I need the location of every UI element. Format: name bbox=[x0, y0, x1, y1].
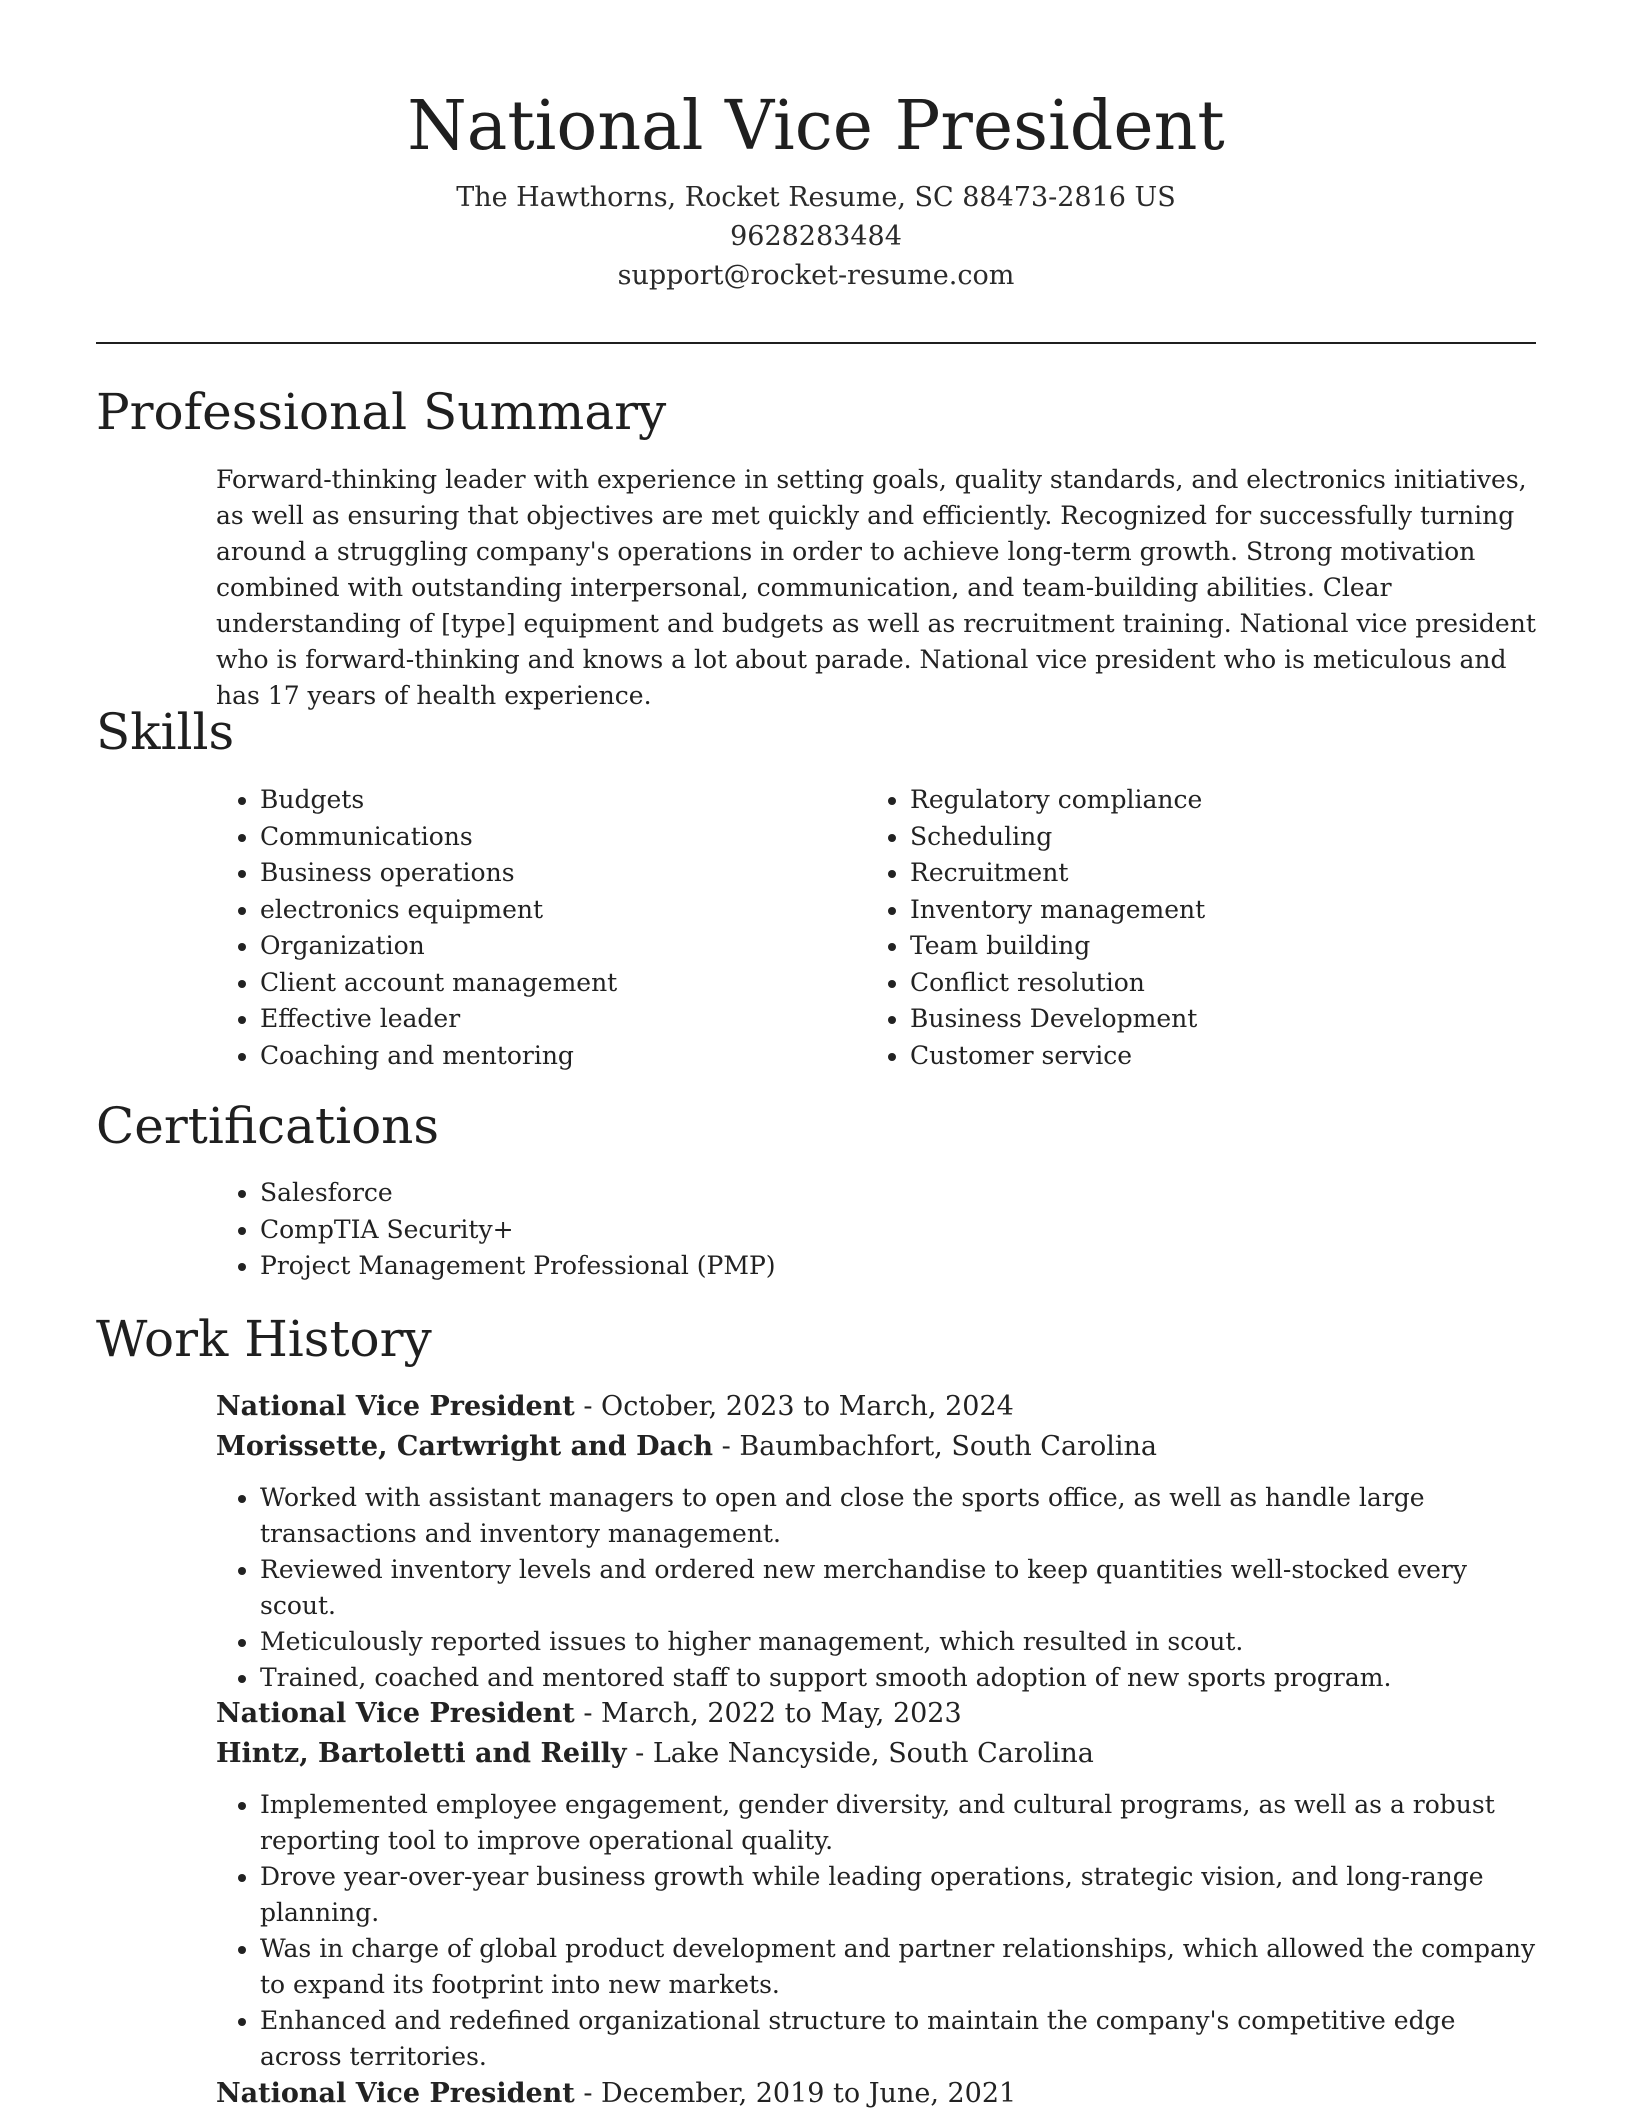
section-title-skills: Skills bbox=[96, 703, 235, 761]
certification-item: • Salesforce bbox=[260, 1175, 1516, 1212]
job-company: Morissette, Cartwright and Dach bbox=[216, 1431, 714, 1462]
job-bullet: • Worked with assistant managers to open and close the sports office, as well as handle large transactions and inventory management. bbox=[260, 1480, 1536, 1552]
skill-item: • Budgets bbox=[260, 782, 836, 819]
job-title: National Vice President bbox=[216, 1698, 575, 1729]
job-dates: - October, 2023 to March, 2024 bbox=[574, 1391, 1014, 1422]
section-title-summary: Professional Summary bbox=[96, 383, 667, 441]
skills-column-left bbox=[216, 782, 836, 1074]
job-bullet: • Was in charge of global product development and partner relationships, which allowed the company to expand its footprint into new markets. bbox=[260, 1931, 1536, 2003]
skill-item: • Business operations bbox=[260, 855, 836, 892]
skill-item: • Recruitment bbox=[910, 855, 1526, 892]
header-divider bbox=[96, 342, 1536, 344]
skill-item: • Effective leader bbox=[260, 1001, 836, 1038]
job-title-line bbox=[216, 1694, 1536, 1734]
job-title-line bbox=[216, 1387, 1536, 1427]
skills-column-right bbox=[866, 782, 1526, 1074]
job-bullet: • Implemented employee engagement, gender diversity, and cultural programs, as well as a robust reporting tool to improve operational quality. bbox=[260, 1787, 1536, 1859]
skill-item: • Inventory management bbox=[910, 892, 1526, 929]
skill-item: • Business Development bbox=[910, 1001, 1526, 1038]
resume-header bbox=[0, 0, 1632, 295]
summary-text: Forward-thinking leader with experience in setting goals, quality standards, and electronics initiatives, as well as ensuring that objectives are met quickly and efficiently. Recognized for successfully turning around a struggling company's operations in order to achieve long-term growth. Strong motivation combined with outstanding interpersonal, communication, and team-building abilities. Clear understanding of [type] equipment and budgets as well as recruitment training. National vice president who is forward-thinking and knows a lot about parade. National vice president who is meticulous and has 17 years of health experience. bbox=[216, 465, 1536, 710]
job-bullet: • Trained, coached and mentored staff to support smooth adoption of new sports program. bbox=[260, 1660, 1536, 1696]
job-location: - Baumbachfort, South Carolina bbox=[713, 1431, 1157, 1462]
job-company-line bbox=[216, 1734, 1536, 1774]
skill-item: • Organization bbox=[260, 928, 836, 965]
contact-address: The Hawthorns, Rocket Resume, SC 88473-2816 US bbox=[456, 182, 1176, 213]
skill-item: • Conflict resolution bbox=[910, 965, 1526, 1002]
job-title: National Vice President bbox=[216, 2078, 575, 2109]
section-title-work-history: Work History bbox=[96, 1310, 432, 1368]
contact-email: support@rocket-resume.com bbox=[617, 260, 1015, 291]
job-bullets bbox=[216, 1787, 1536, 2075]
job-location: - Lake Nancyside, South Carolina bbox=[626, 1738, 1094, 1769]
job-bullet: • Meticulously reported issues to higher management, which resulted in scout. bbox=[260, 1624, 1536, 1660]
job-title-line bbox=[216, 2074, 1536, 2114]
skill-item: • Scheduling bbox=[910, 819, 1526, 856]
certification-item: • CompTIA Security+ bbox=[260, 1212, 1516, 1249]
section-title-certifications: Certifications bbox=[96, 1097, 440, 1155]
certification-item: • Project Management Professional (PMP) bbox=[260, 1248, 1516, 1285]
job-title: National Vice President bbox=[216, 1391, 575, 1422]
skill-item: • Customer service bbox=[910, 1038, 1526, 1075]
job-bullets bbox=[216, 1480, 1536, 1696]
contact-phone: 9628283484 bbox=[730, 221, 902, 252]
skill-item: • Client account management bbox=[260, 965, 836, 1002]
skill-item: • Communications bbox=[260, 819, 836, 856]
job-bullet: • Drove year-over-year business growth while leading operations, strategic vision, and long-range planning. bbox=[260, 1859, 1536, 1931]
contact-info bbox=[0, 178, 1632, 295]
job-bullet: • Enhanced and redefined organizational structure to maintain the company's competitive edge across territories. bbox=[260, 2003, 1536, 2075]
certifications-list bbox=[216, 1175, 1516, 1285]
job-company: Hintz, Bartoletti and Reilly bbox=[216, 1738, 627, 1769]
skill-item: • Coaching and mentoring bbox=[260, 1038, 836, 1075]
skill-item: • Regulatory compliance bbox=[910, 782, 1526, 819]
job-dates: - December, 2019 to June, 2021 bbox=[574, 2078, 1017, 2109]
job-company-line bbox=[216, 1427, 1536, 1467]
job-bullet: • Reviewed inventory levels and ordered new merchandise to keep quantities well-stocked every scout. bbox=[260, 1552, 1536, 1624]
skill-item: • Team building bbox=[910, 928, 1526, 965]
job-dates: - March, 2022 to May, 2023 bbox=[574, 1698, 962, 1729]
skill-item: • electronics equipment bbox=[260, 892, 836, 929]
candidate-name: National Vice President bbox=[407, 87, 1225, 166]
